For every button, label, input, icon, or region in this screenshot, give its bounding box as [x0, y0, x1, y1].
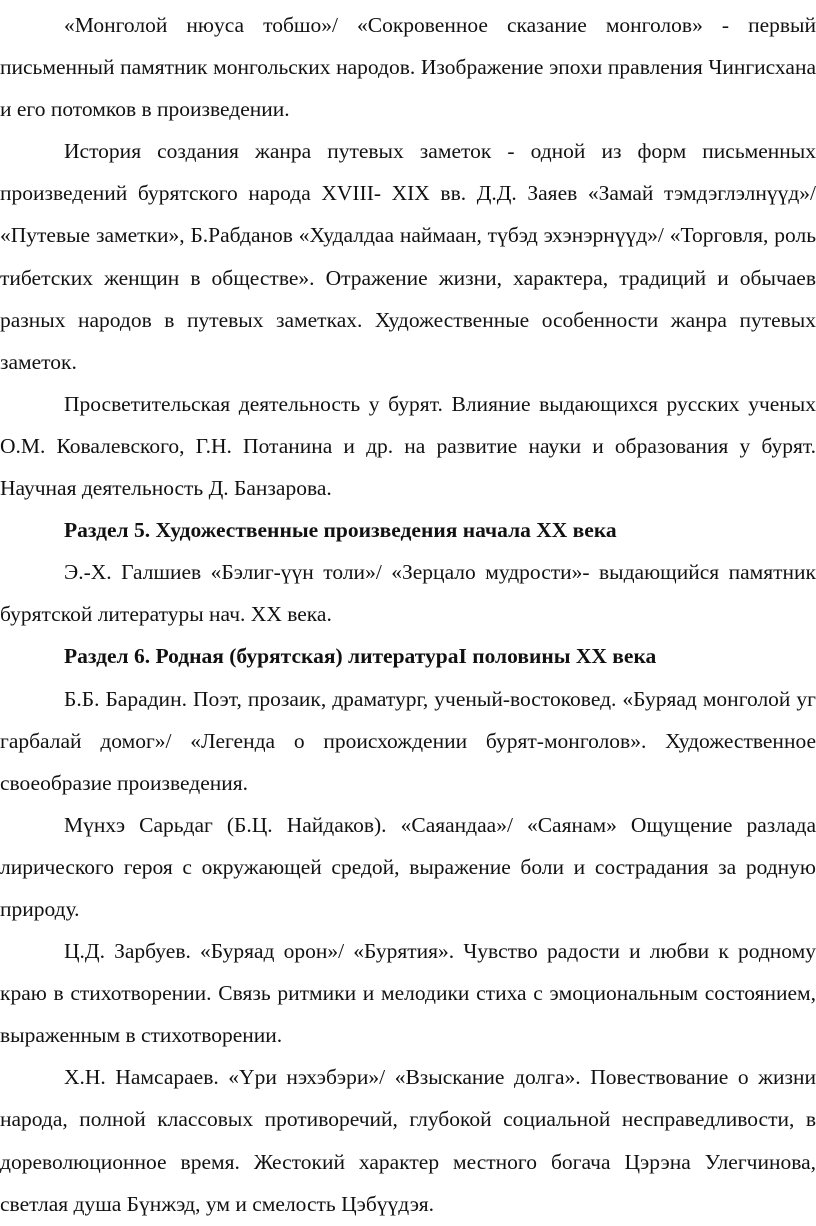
section-6-heading: Раздел 6. Родная (бурятская) литератураI половины XX века [64, 644, 657, 669]
section-5-heading: Раздел 5. Художественные произведения начала XX века [64, 518, 617, 543]
paragraph-secret-history: «Монголой нюуса тобшо»/ «Сокровенное сказание монголов» - первый письменный памятник монгольских народов. Изображение эпохи правления Чингисхана и его потомков в произведении. [0, 13, 816, 122]
paragraph-enlightenment: Просветительская деятельность у бурят. Влияние выдающихся русских ученых О.М. Ковалевского, Г.Н. Потанина и др. на развитие науки и образования у бурят. Научная деятельность Д. Банзарова. [0, 391, 816, 501]
paragraph-galshiev: Э.-Х. Галшиев «Бэлиг-үүн толи»/ «Зерцало мудрости»- выдающийся памятник бурятской литературы нач. XX века. [0, 560, 816, 627]
paragraph-zarbuev: Ц.Д. Зарбуев. «Буряад орон»/ «Бурятия». Чувство радости и любви к родному краю в стихотворении. Связь ритмики и мелодики стиха с эмоциональным состоянием, выраженным в стихотворении. [0, 939, 816, 1048]
paragraph-travel-notes: История создания жанра путевых заметок - одной из форм письменных произведений бурятского народа XVIII- XIX вв. Д.Д. Заяев «Замай тэмдэглэлнүүд»/ «Путевые заметки», Б.Рабданов «Худалдаа наймаан, түбэд эхэнэрнүүд»/ «Торговля, роль тибетских женщин в обществе». Отражение жизни, характера, традиций и обычаев разных народов в путевых заметках. Художественные особенности жанра путевых заметок. [0, 139, 816, 374]
paragraph-munkhe-sardag: Мүнхэ Сарьдаг (Б.Ц. Найдаков). «Саяандаа»/ «Саянам» Ощущение разлада лирического героя с окружающей средой, выражение боли и сострадания за родную природу. [0, 812, 816, 921]
paragraph-namsaraev: Х.Н. Намсараев. «Үри нэхэбэри»/ «Взыскание долга». Повествование о жизни народа, полной классовых противоречий, глубокой социальной несправедливости, в дореволюционное время. Жестокий характер местного богача Цэрэна Улегчинова, светлая душа Бүнжэд, ум и смелость Цэбүүдэя. [0, 1065, 816, 1216]
paragraph-baradin: Б.Б. Барадин. Поэт, прозаик, драматург, ученый-востоковед. «Буряад монголой уг гарбалай домог»/ «Легенда о происхождении бурят-монголов». Художественное своеобразие произведения. [0, 686, 816, 795]
